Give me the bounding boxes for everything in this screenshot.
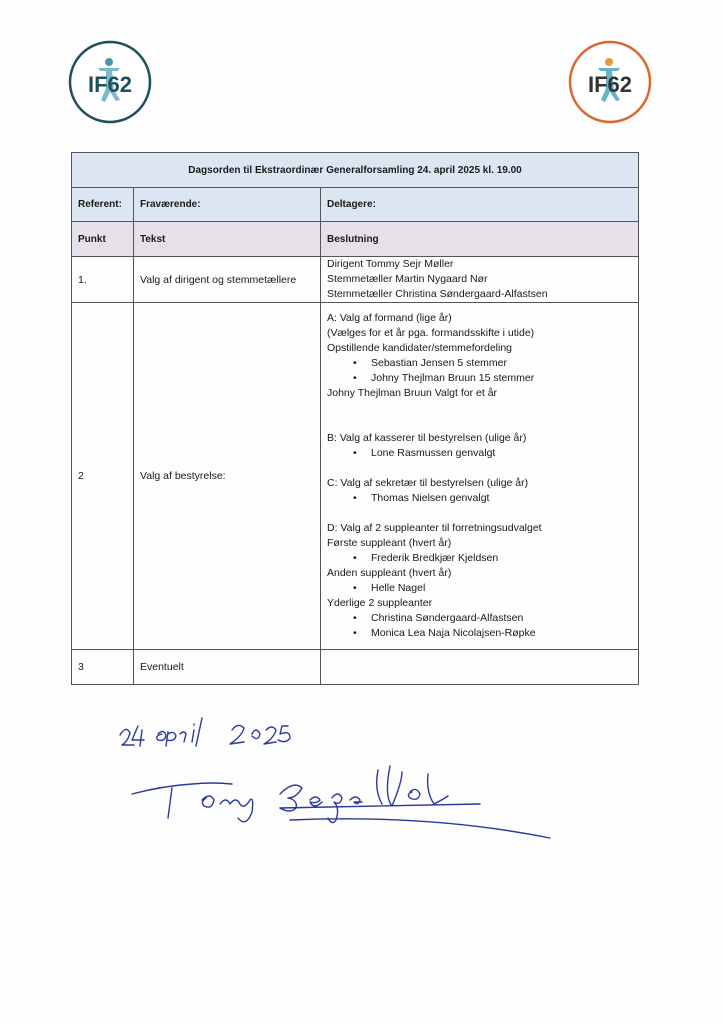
decision-line: Stemmetæller Christina Søndergaard-Alfastsen (327, 288, 548, 300)
bullet-text: Frederik Bredkjær Kjeldsen (371, 552, 499, 564)
bullet-text: Christina Søndergaard-Alfastsen (371, 612, 524, 624)
deltagere-label: Deltagere: (321, 188, 639, 222)
row-beslutning (321, 650, 639, 685)
row-punkt: 2 (72, 303, 134, 650)
bullet-text: Helle Nagel (371, 582, 426, 594)
bullet-item: • Lone Rasmussen genvalgt (353, 447, 496, 459)
referent-label: Referent: (72, 188, 134, 222)
if62-logo-right (568, 40, 652, 124)
agenda-title: Dagsorden til Ekstraordinær Generalforsamling 24. april 2025 kl. 19.00 (72, 153, 639, 188)
header-tekst: Tekst (134, 222, 321, 257)
bullet-item: • Thomas Nielsen genvalgt (353, 492, 490, 504)
bullet-text: Lone Rasmussen genvalgt (371, 447, 496, 459)
bullet-text: Thomas Nielsen genvalgt (371, 492, 490, 504)
decision-line: Første suppleant (hvert år) (327, 537, 452, 549)
decision-line: Anden suppleant (hvert år) (327, 567, 452, 579)
fravaerende-label: Fraværende: (134, 188, 321, 222)
decision-line: Johny Thejlman Bruun Valgt for et år (327, 387, 498, 399)
bullet-text: Johny Thejlman Bruun 15 stemmer (371, 372, 535, 384)
header-beslutning: Beslutning (321, 222, 639, 257)
bullet-item: • Johny Thejlman Bruun 15 stemmer (353, 372, 535, 384)
table-row (72, 257, 639, 303)
decision-line: (Vælges for et år pga. formandsskifte i utide) (327, 327, 535, 339)
decision-line: Stemmetæller Martin Nygaard Nør (327, 273, 488, 285)
row-punkt: 1. (72, 257, 134, 303)
agenda-table (71, 152, 639, 685)
row-tekst: Valg af dirigent og stemmetællere (134, 257, 321, 303)
decision-line: Opstillende kandidater/stemmefordeling (327, 342, 513, 354)
row-beslutning (321, 257, 639, 303)
bullet-item: • Monica Lea Naja Nicolajsen-Røpke (353, 627, 536, 639)
svg-text:IF62: IF62 (87, 72, 133, 97)
bullet-text: Monica Lea Naja Nicolajsen-Røpke (371, 627, 536, 639)
row-beslutning (321, 303, 639, 650)
row-tekst: Eventuelt (134, 650, 321, 685)
bullet-item: • Helle Nagel (353, 582, 426, 594)
if62-logo-left (68, 40, 152, 124)
decision-line: C: Valg af sekretær til bestyrelsen (ulige år) (327, 477, 529, 489)
decision-line: A: Valg af formand (lige år) (327, 312, 452, 324)
svg-text:IF62: IF62 (587, 72, 633, 97)
bullet-item: • Sebastian Jensen 5 stemmer (353, 357, 507, 369)
bullet-item: • Frederik Bredkjær Kjeldsen (353, 552, 499, 564)
decision-line: Yderlige 2 suppleanter (327, 597, 433, 609)
table-row (72, 650, 639, 685)
bullet-item: • Christina Søndergaard-Alfastsen (353, 612, 524, 624)
row-tekst: Valg af bestyrelse: (134, 303, 321, 650)
row-punkt: 3 (72, 650, 134, 685)
decision-line: D: Valg af 2 suppleanter til forretningsudvalget (327, 522, 542, 534)
decision-line: B: Valg af kasserer til bestyrelsen (ulige år) (327, 432, 527, 444)
header-punkt: Punkt (72, 222, 134, 257)
decision-line: Dirigent Tommy Sejr Møller (327, 258, 454, 270)
table-row (72, 303, 639, 650)
bullet-text: Sebastian Jensen 5 stemmer (371, 357, 507, 369)
handwritten-signature (110, 700, 580, 850)
